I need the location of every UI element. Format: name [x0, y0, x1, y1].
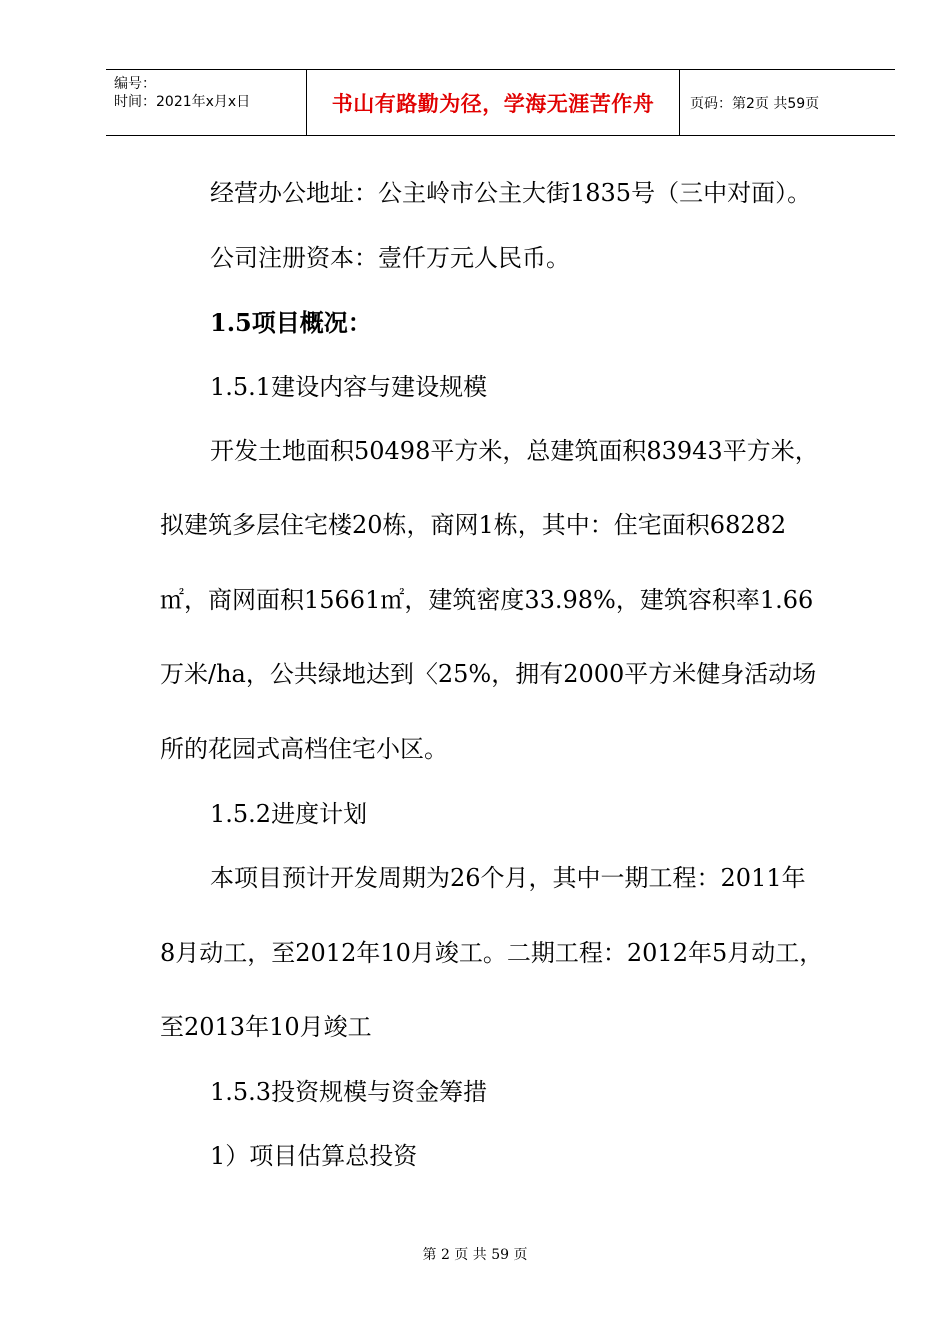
section-heading-1-5: 1.5项目概况： — [210, 308, 372, 337]
header-motto: 书山有路勤为径，学海无涯苦作舟 — [331, 91, 655, 116]
paragraph-schedule-line-3: 至2013年10月竣工 — [160, 1013, 372, 1041]
section-heading-1-5-3: 1.5.3投资规模与资金筹措 — [210, 1078, 488, 1106]
document-date-label: 时间：2021年x月x日 — [114, 94, 251, 110]
office-address-line: 经营办公地址：公主岭市公主大街1835号（三中对面）。 — [210, 179, 812, 207]
list-item-total-investment: 1）项目估算总投资 — [210, 1142, 418, 1170]
paragraph-scale-line-1: 开发土地面积50498平方米，总建筑面积83943平方米， — [210, 437, 819, 465]
header-motto-cell — [306, 70, 680, 135]
section-heading-1-5-2: 1.5.2进度计划 — [210, 800, 368, 828]
paragraph-scale-line-5: 所的花园式高档住宅小区。 — [160, 735, 448, 763]
header-page-cell — [680, 70, 895, 135]
paragraph-scale-line-4: 万米/ha，公共绿地达到〈25%，拥有2000平方米健身活动场 — [160, 660, 817, 688]
header-table — [106, 69, 895, 136]
section-heading-1-5-1: 1.5.1建设内容与建设规模 — [210, 373, 488, 401]
page-footer: 第 2 页 共 59 页 — [422, 1247, 528, 1263]
paragraph-scale-line-2: 拟建筑多层住宅楼20栋，商网1栋，其中：住宅面积68282 — [160, 511, 787, 539]
document-number-label: 编号： — [114, 76, 156, 92]
registered-capital-line: 公司注册资本：壹仟万元人民币。 — [210, 244, 570, 272]
header-meta-cell — [106, 70, 306, 135]
paragraph-scale-line-3: ㎡，商网面积15661㎡，建筑密度33.98%，建筑容积率1.66 — [160, 586, 814, 614]
paragraph-schedule-line-2: 8月动工，至2012年10月竣工。二期工程：2012年5月动工， — [160, 939, 824, 967]
paragraph-schedule-line-1: 本项目预计开发周期为26个月，其中一期工程：2011年 — [210, 864, 806, 892]
header-page-info: 页码：第2页 共59页 — [690, 95, 820, 112]
